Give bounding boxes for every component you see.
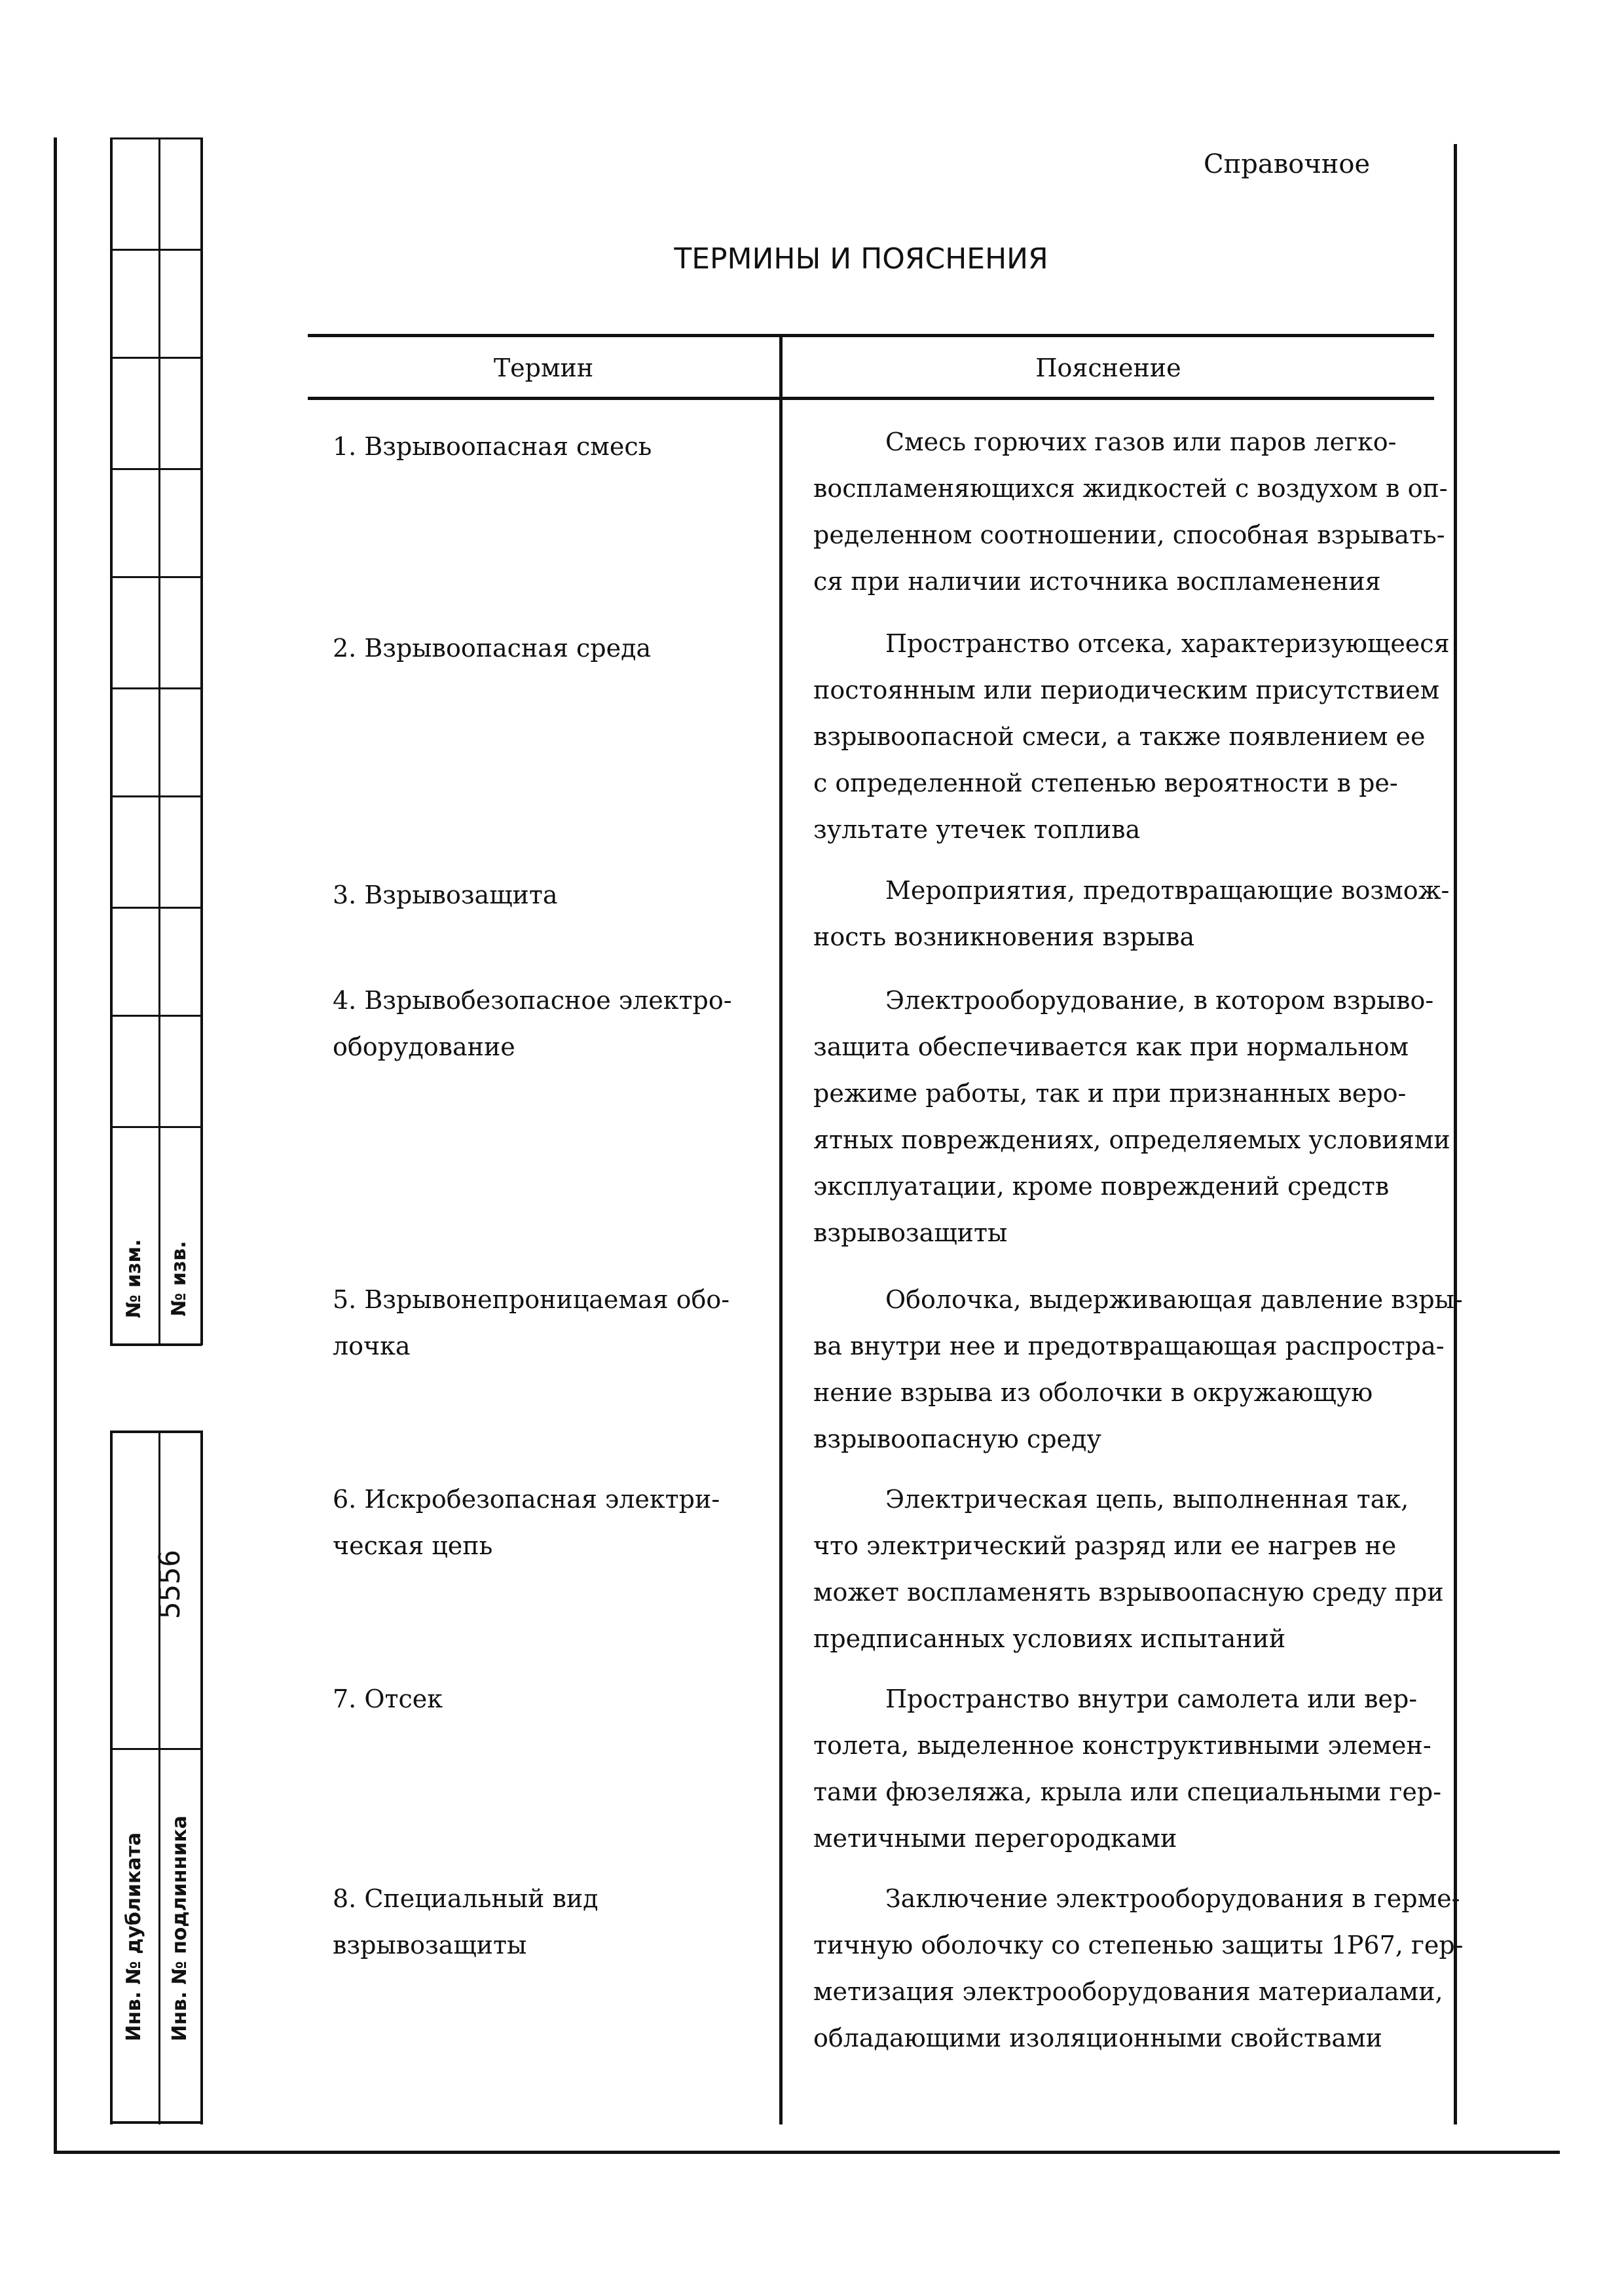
explanation-line: Оболочка, выдерживающая давление взры-	[885, 1285, 1463, 1314]
term-line: ческая цепь	[333, 1531, 493, 1560]
table-row-explanation	[813, 867, 1468, 960]
explanation-line: тами фюзеляжа, крыла или специальными гер-	[813, 1777, 1442, 1806]
explanation-line: ятных повреждениях, определяемых условиями	[813, 1125, 1450, 1154]
table-row-explanation	[813, 1277, 1468, 1463]
term-line: 3. Взрывозащита	[333, 881, 558, 909]
stamp-izm-label: № изм.	[122, 1239, 145, 1319]
table-row-explanation	[813, 977, 1468, 1256]
explanation-line: воспламеняющихся жидкостей с воздухом в оп-	[813, 474, 1448, 503]
term-line: взрывозащиты	[333, 1931, 527, 1959]
explanation-line: Электрооборудование, в котором взрыво-	[885, 986, 1434, 1015]
table-column-divider	[779, 334, 783, 2124]
term-line: 5. Взрывонепроницаемая обо-	[333, 1285, 730, 1314]
table-row-explanation	[813, 621, 1468, 853]
term-line: 4. Взрывобезопасное электро-	[333, 986, 732, 1015]
explanation-line: ся при наличии источника воспламенения	[813, 567, 1381, 596]
column-header-term: Термин	[493, 354, 594, 382]
stamp-grid-line	[110, 687, 202, 689]
explanation-line: метичными перегородками	[813, 1824, 1177, 1853]
explanation-line: тичную оболочку со степенью защиты 1Р67, гер-	[813, 1931, 1464, 1959]
stamp-grid-line	[110, 907, 202, 909]
table-row-term	[333, 872, 752, 919]
explanation-line: толета, выделенное конструктивными элемен-	[813, 1731, 1431, 1760]
explanation-line: Смесь горючих газов или паров легко-	[885, 428, 1397, 456]
stamp-grid-line	[110, 2121, 202, 2124]
term-line: оборудование	[333, 1032, 515, 1061]
explanation-line: взрывоопасную среду	[813, 1425, 1101, 1453]
frame-left-border	[54, 137, 57, 2154]
explanation-line: взрывозащиты	[813, 1218, 1008, 1247]
stamp-grid-line	[110, 137, 202, 139]
stamp-grid-line	[158, 137, 160, 1345]
stamp-grid-line	[200, 137, 203, 1345]
stamp-grid-line	[110, 1015, 202, 1017]
explanation-line: предписанных условиях испытаний	[813, 1624, 1286, 1653]
table-row-term	[333, 1676, 752, 1722]
explanation-line: постоянным или периодическим присутствием	[813, 676, 1440, 704]
page-title: ТЕРМИНЫ И ПОЯСНЕНИЯ	[674, 242, 1048, 276]
stamp-grid-line	[110, 1343, 202, 1346]
explanation-line: Мероприятия, предотвращающие возмож-	[885, 876, 1450, 905]
stamp-grid-line	[110, 357, 202, 359]
explanation-line: ность возникновения взрыва	[813, 922, 1195, 951]
explanation-line: эксплуатации, кроме повреждений средств	[813, 1172, 1390, 1201]
stamp-grid-line	[110, 137, 113, 1345]
frame-bottom-border	[54, 2151, 1560, 2154]
stamp-grid-line	[110, 1430, 113, 2124]
table-row-explanation	[813, 419, 1468, 605]
term-line: 6. Искробезопасная электри-	[333, 1485, 720, 1514]
term-line: 1. Взрывоопасная смесь	[333, 432, 652, 461]
table-row-term	[333, 1476, 752, 1569]
column-header-explanation: Пояснение	[1035, 354, 1181, 382]
stamp-grid-line	[110, 1126, 202, 1128]
stamp-grid-line	[110, 795, 202, 797]
explanation-line: может воспламенять взрывоопасную среду при	[813, 1578, 1444, 1607]
term-line: 8. Специальный вид	[333, 1884, 599, 1913]
stamp-grid-line	[110, 468, 202, 470]
stamp-inv-number: 5556	[153, 1550, 187, 1619]
explanation-line: взрывоопасной смеси, а также появлением ее	[813, 722, 1426, 751]
table-row-term	[333, 977, 752, 1070]
explanation-line: что электрический разряд или ее нагрев не	[813, 1531, 1397, 1560]
table-top-rule	[308, 334, 1434, 337]
stamp-grid-line	[200, 1430, 203, 2124]
stamp-izv-label: № изв.	[168, 1241, 191, 1317]
explanation-line: ределенном соотношении, способная взрывать-	[813, 520, 1445, 549]
explanation-line: Пространство внутри самолета или вер-	[885, 1685, 1418, 1713]
table-header-rule	[308, 397, 1434, 400]
table-row-term	[333, 625, 752, 672]
explanation-line: Пространство отсека, характеризующееся	[885, 629, 1450, 658]
stamp-grid-line	[110, 576, 202, 578]
explanation-line: ва внутри нее и предотвращающая распростра-	[813, 1332, 1445, 1360]
table-row-term	[333, 1277, 752, 1370]
explanation-line: метизация электрооборудования материалами,	[813, 1977, 1443, 2006]
table-row-term	[333, 424, 752, 470]
explanation-line: обладающими изоляционными свойствами	[813, 2024, 1382, 2052]
explanation-line: зультате утечек топлива	[813, 815, 1141, 844]
explanation-line: режиме работы, так и при признанных веро-	[813, 1079, 1407, 1108]
stamp-podl-label: Инв. № подлинника	[168, 1815, 191, 2041]
explanation-line: защита обеспечивается как при нормальном	[813, 1032, 1409, 1061]
table-row-explanation	[813, 1476, 1468, 1662]
stamp-grid-line	[110, 1748, 202, 1750]
doc-type-label: Справочное	[1204, 149, 1371, 179]
table-row-explanation	[813, 1876, 1468, 2062]
table-row-explanation	[813, 1676, 1468, 1862]
stamp-grid-line	[110, 1430, 202, 1433]
explanation-line: Заключение электрооборудования в герме-	[885, 1884, 1460, 1913]
explanation-line: нение взрыва из оболочки в окружающую	[813, 1378, 1373, 1407]
explanation-line: Электрическая цепь, выполненная так,	[885, 1485, 1409, 1514]
stamp-dubl-label: Инв. № дубликата	[122, 1832, 145, 2041]
table-row-term	[333, 1876, 752, 1969]
term-line: 7. Отсек	[333, 1685, 443, 1713]
term-line: лочка	[333, 1332, 411, 1360]
term-line: 2. Взрывоопасная среда	[333, 634, 652, 663]
explanation-line: с определенной степенью вероятности в ре-	[813, 769, 1398, 797]
